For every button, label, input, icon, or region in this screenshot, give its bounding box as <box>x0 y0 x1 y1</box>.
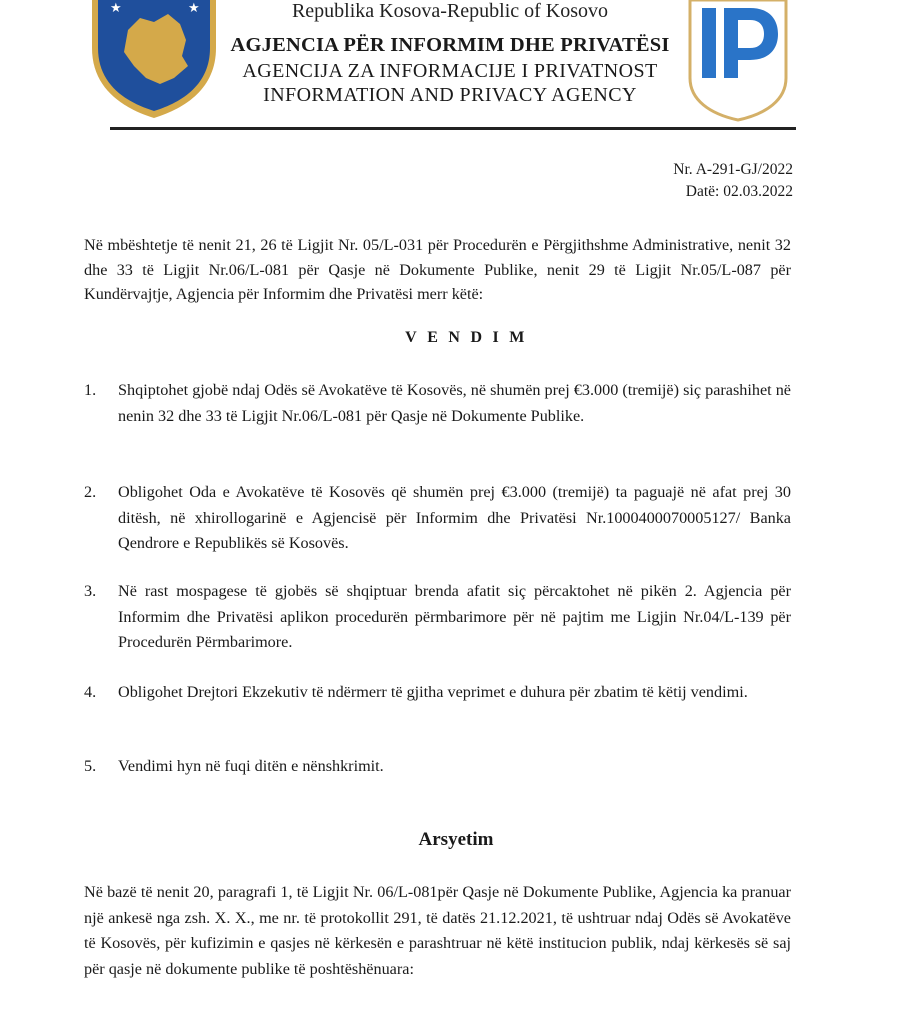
decision-item <box>84 680 791 706</box>
item-text: Obligohet Drejtori Ekzekutiv të ndërmerr të gjitha veprimet e duhura për zbatim të këtij vendimi. <box>118 683 748 701</box>
decision-item <box>84 579 791 656</box>
item-text: Vendimi hyn në fuqi ditën e nënshkrimit. <box>118 757 384 775</box>
intro-paragraph: Në mbështetje të nenit 21, 26 të Ligjit Nr. 05/L-031 për Procedurën e Përgjithshme Administrative, nenit 32 dhe 33 të Ligjit Nr.06/L-081 për Qasje në Dokumente Publike, nenit 29 të Ligjit Nr.05/L-087 për Kundërvajtje, Agjencia për Informim dhe Privatësi merr këtë: <box>84 236 791 303</box>
header-agency-albanian: AGJENCIA PËR INFORMIM DHE PRIVATËSI <box>230 34 670 56</box>
decision-item <box>84 754 791 780</box>
decision-item <box>84 378 791 429</box>
header-agency-english: INFORMATION AND PRIVACY AGENCY <box>263 84 637 106</box>
item-number: 5. <box>84 757 97 775</box>
svg-text:★: ★ <box>188 1 200 16</box>
item-number: 2. <box>84 483 97 501</box>
header-country: Republika Kosova-Republic of Kosovo <box>291 0 609 22</box>
item-number: 3. <box>84 582 97 600</box>
header-divider <box>110 127 796 130</box>
decision-item <box>84 480 791 557</box>
reference-date: Datë: 02.03.2022 <box>685 183 793 200</box>
item-text: Shqiptohet gjobë ndaj Odës së Avokatëve të Kosovës, në shumën prej €3.000 (tremijë) siç parashihet në nenin 32 dhe 33 të Ligjit Nr.06/L-081 për Qasje në Dokumente Publike. <box>118 381 791 425</box>
reasoning-paragraph: Në bazë të nenit 20, paragrafi 1, të Ligjit Nr. 06/L-081për Qasje në Dokumente Publike, Agjencia ka pranuar një ankesë nga zsh. X. X., me nr. të protokollit 291, të datës 21.12.2021, të ushtruar ndaj Odës së Avokatëve të Kosovës, për kufizimin e qasjes në kërkesën e parashtruar në këtë institucion publik, ndaj kërkesës së saj për qasje në dokumente publike të poshtëshënuara: <box>84 883 791 978</box>
item-text: Obligohet Oda e Avokatëve të Kosovës që shumën prej €3.000 (tremijë) ta paguajë në afat prej 30 ditësh, në xhirollogarinë e Agjencisë për Informim dhe Privatësi Nr.1000400070005127/ Banka Qendrore e Republikës së Kosovës. <box>118 483 791 552</box>
item-text: Në rast mospagese të gjobës së shqiptuar brenda afatit siç përcaktohet në pikën 2. Agjencia për Informim dhe Privatësi aplikon procedurën përmbarimore për në pajtim me Ligjin Nr.04/L-139 për Procedurën Përmbarimore. <box>118 582 791 651</box>
svg-text:★: ★ <box>110 1 122 16</box>
decision-heading: VENDIM <box>405 329 535 346</box>
ip-agency-logo-icon <box>688 0 788 122</box>
header-agency-serbian: AGENCIJA ZA INFORMACIJE I PRIVATNOST <box>242 60 658 82</box>
reasoning-heading: Arsyetim <box>418 829 494 850</box>
item-number: 1. <box>84 381 97 399</box>
item-number: 4. <box>84 683 97 701</box>
reference-number: Nr. A-291-GJ/2022 <box>673 161 793 178</box>
